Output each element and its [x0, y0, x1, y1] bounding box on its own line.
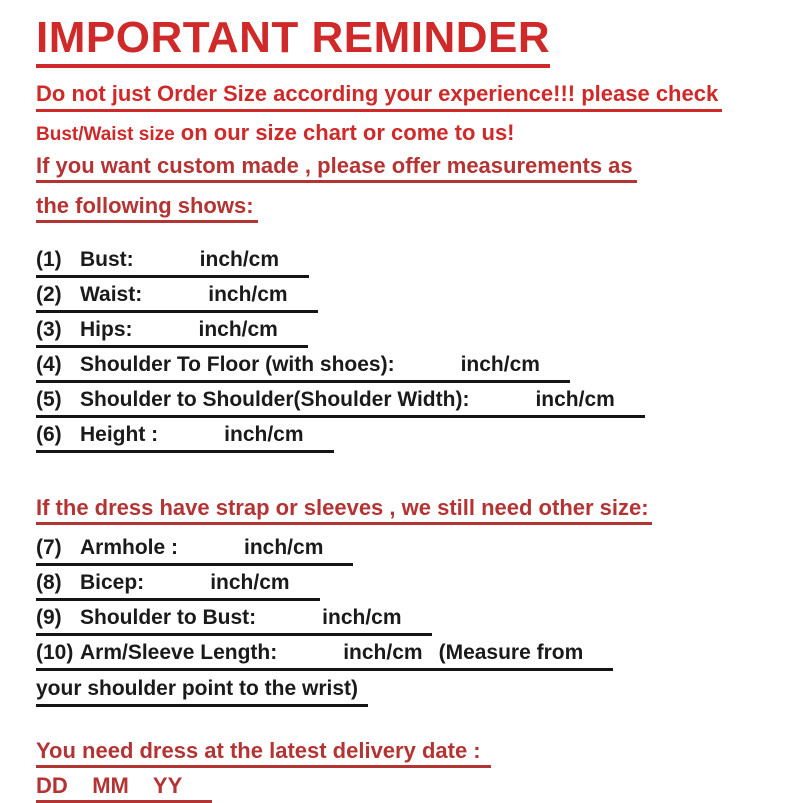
row-unit: inch/cm [210, 571, 290, 595]
row-unit: inch/cm [343, 641, 423, 665]
row-unit: inch/cm [460, 353, 540, 377]
row-number: (10) [36, 641, 74, 665]
strap-measurements-list [36, 537, 772, 707]
measurement-row-bust [36, 249, 309, 278]
row-number: (8) [36, 571, 62, 595]
row-unit: inch/cm [198, 318, 278, 342]
measure-note: (Measure from [438, 641, 584, 665]
row-number: (9) [36, 606, 62, 630]
strap-section-heading: If the dress have strap or sleeves , we still need other size: [36, 496, 652, 525]
row-label: Height : [80, 423, 159, 447]
row-label: Hips: [80, 318, 133, 342]
row-unit: inch/cm [535, 388, 615, 412]
row-label: Bicep: [80, 571, 145, 595]
custom-made-note-line-1: If you want custom made , please offer measurements as [36, 154, 637, 183]
page-title: IMPORTANT REMINDER [36, 14, 550, 68]
row-unit: inch/cm [199, 248, 280, 272]
sizechart-text: on our size chart or come to us! [174, 120, 515, 146]
delivery-date-fields: DD MM YY [36, 774, 212, 803]
row-number: (7) [36, 536, 62, 560]
custom-made-note-line-2: the following shows: [36, 194, 258, 223]
row-label: Shoulder to Bust: [80, 606, 257, 630]
measure-note-continued: your shoulder point to the wrist) [36, 678, 368, 707]
delivery-date-heading: You need dress at the latest delivery date : [36, 739, 491, 768]
measurement-row-sleeve-length [36, 642, 613, 671]
basic-measurements-list [36, 249, 772, 453]
row-label: Shoulder to Shoulder(Shoulder Width): [80, 388, 470, 412]
measurement-row-shoulder-to-floor [36, 354, 570, 383]
measurement-row-waist [36, 284, 318, 313]
row-number: (1) [36, 248, 62, 272]
row-number: (5) [36, 388, 62, 412]
intro-sizechart-line [36, 121, 515, 147]
row-label: Armhole : [80, 536, 179, 560]
measurement-row-bicep [36, 572, 320, 601]
row-unit: inch/cm [208, 283, 288, 307]
row-number: (3) [36, 318, 62, 342]
bust-waist-emphasis: Bust/Waist size [36, 124, 175, 146]
intro-warning-line: Do not just Order Size according your experience!!! please check [36, 82, 722, 112]
measurement-row-shoulder-to-bust [36, 607, 432, 636]
measurement-row-hips [36, 319, 308, 348]
row-unit: inch/cm [224, 423, 304, 447]
row-label: Waist: [80, 283, 143, 307]
row-label: Bust: [80, 248, 134, 272]
row-label: Shoulder To Floor (with shoes): [80, 353, 395, 377]
row-number: (2) [36, 283, 62, 307]
row-unit: inch/cm [244, 536, 324, 560]
row-unit: inch/cm [322, 606, 402, 630]
row-number: (6) [36, 423, 62, 447]
measurement-row-shoulder-width [36, 389, 645, 418]
row-label: Arm/Sleeve Length: [80, 641, 278, 665]
measurement-row-height [36, 424, 334, 453]
row-number: (4) [36, 353, 62, 377]
measurement-row-armhole [36, 537, 353, 566]
